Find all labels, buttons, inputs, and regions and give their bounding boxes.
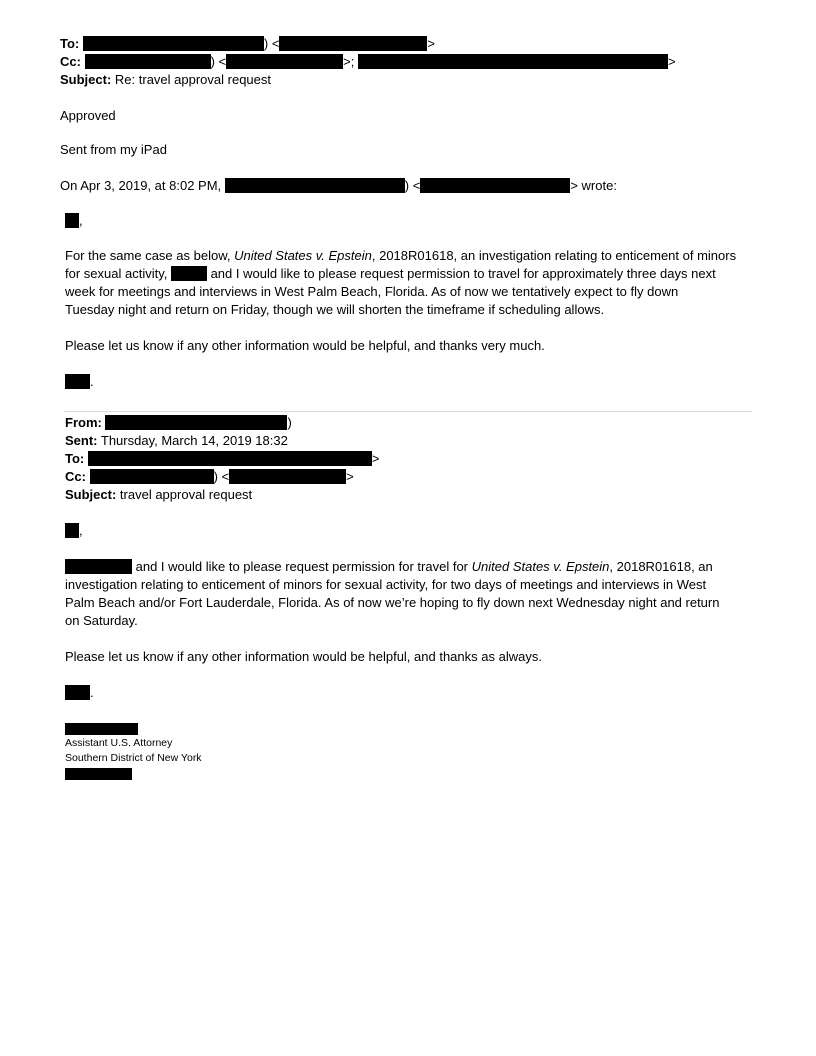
greeting-2 [65,522,83,540]
subject-value: Re: travel approval request [114,72,272,87]
text: , 2018R01618, an investigation relating to enticement of minors [371,248,737,263]
greeting [65,212,83,230]
on-wrote-line [60,177,617,195]
text: for sexual activity, [65,266,171,281]
text-line [65,247,736,265]
quoted2-paragraph2: Please let us know if any other information would be helpful, and thanks as always. [65,649,542,664]
sent-line [65,432,288,450]
separator: ) [287,415,292,430]
redaction [65,559,132,574]
approved-text: Approved [60,108,116,123]
separator: > [667,54,676,69]
redaction [171,266,207,281]
separator: > [371,451,380,466]
subject-value: travel approval request [119,487,253,502]
separator: >; [343,54,355,69]
to-label: To: [60,36,80,51]
sent-from-text: Sent from my iPad [60,142,167,157]
subject-line-2 [65,486,252,504]
redaction [65,523,79,538]
quoted2-paragraph1 [65,558,719,630]
redaction [65,213,79,228]
separator: > [427,36,436,51]
redaction [279,36,427,51]
subject-line [60,71,271,89]
separator: ) < [404,178,421,193]
text-line: on Saturday. [65,613,138,628]
redaction [358,54,668,69]
cc-line [60,53,676,71]
text-line [65,265,736,283]
redaction [65,685,90,700]
signature-office: Southern District of New York [65,752,202,764]
redaction [88,451,372,466]
cc-label: Cc: [60,54,81,69]
subject-label: Subject: [65,487,117,502]
quoted1-paragraph2: Please let us know if any other information would be helpful, and thanks very much. [65,338,545,353]
text: , 2018R01618, an [609,559,713,574]
quoted1-paragraph1 [65,247,736,319]
redaction [105,415,287,430]
on-date-prefix: On Apr 3, 2019, at 8:02 PM, [60,178,222,193]
punctuation: , [79,523,83,538]
wrote-suffix: > wrote: [570,178,617,193]
redaction [85,54,211,69]
redaction [226,54,343,69]
text: and I would like to please request permission to travel for approximately three days next [206,266,716,281]
redaction [83,36,264,51]
sent-value: Thursday, March 14, 2019 18:32 [100,433,288,448]
signature-name-redaction [65,723,138,735]
text: and I would like to please request permission for travel for [132,559,472,574]
redaction [225,178,405,193]
sent-label: Sent: [65,433,98,448]
text-line: Palm Beach and/or Fort Lauderdale, Florida. As of now we’re hoping to fly down next Wednesday night and return [65,595,720,610]
subject-label: Subject: [60,72,112,87]
text-line: investigation relating to enticement of minors for sexual activity, for two days of meetings and interviews in West [65,577,707,592]
text-line [65,558,719,576]
cc-label: Cc: [65,469,86,484]
signature-title: Assistant U.S. Attorney [65,737,173,749]
punctuation: , [79,213,83,228]
text: For the same case as below, [65,248,235,263]
from-label: From: [65,415,102,430]
redaction [90,469,214,484]
to-line-2 [65,450,379,468]
text-line: Tuesday night and return on Friday, though we will shorten the timeframe if scheduling allows. [65,302,605,317]
signoff-2 [65,684,94,702]
separator: ) < [263,36,280,51]
to-label: To: [65,451,85,466]
redaction [229,469,346,484]
punctuation: . [90,685,94,700]
text-line: week for meetings and interviews in West Palm Beach, Florida. As of now we tentatively expect to fly down [65,284,679,299]
punctuation: . [90,374,94,389]
from-line [65,414,292,432]
signature-contact-redaction [65,768,132,780]
separator: ) < [210,54,227,69]
redaction [420,178,570,193]
to-line [60,35,435,53]
cc-line-2 [65,468,354,486]
separator: ) < [213,469,230,484]
case-name: United States v. Epstein [471,559,610,574]
separator: > [346,469,354,484]
signoff [65,373,94,391]
case-name: United States v. Epstein [234,248,372,263]
divider [64,411,752,412]
redaction [65,374,90,389]
